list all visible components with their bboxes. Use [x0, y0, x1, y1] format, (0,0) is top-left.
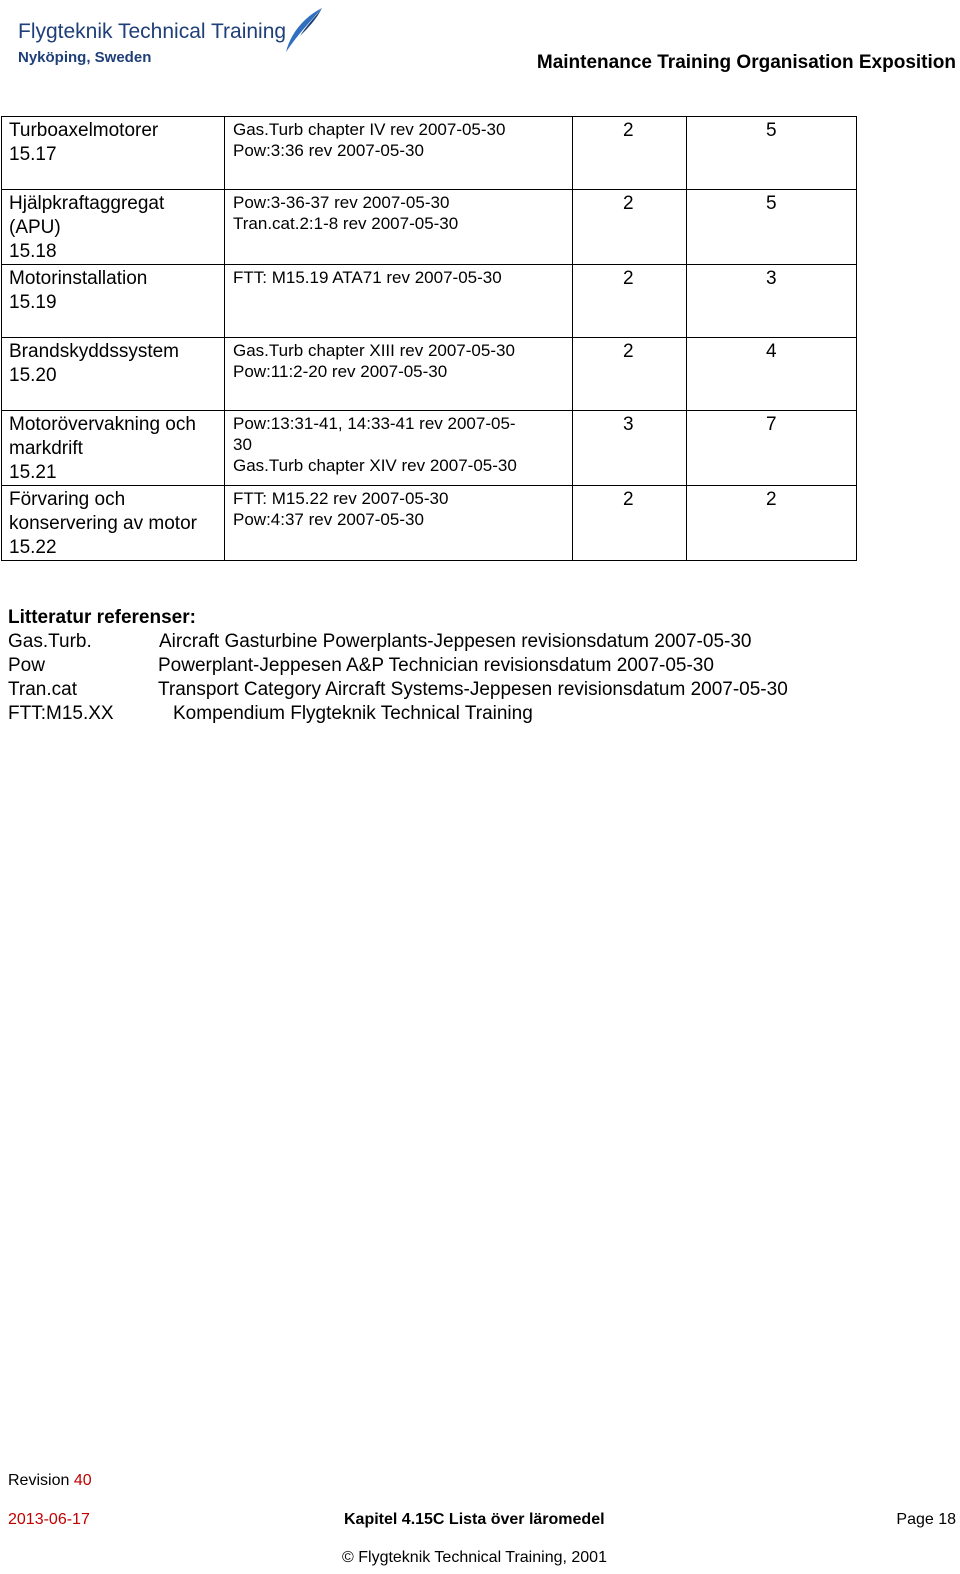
level-cell [573, 411, 687, 486]
module-cell [2, 117, 225, 190]
hours-value: 2 [766, 489, 777, 510]
literature-description: Powerplant-Jeppesen A&P Technician revisionsdatum 2007-05-30 [158, 655, 714, 676]
revision-info [8, 1472, 92, 1490]
reference-cell [225, 486, 573, 561]
literature-abbreviation: Gas.Turb. [8, 631, 92, 652]
module-cell [2, 411, 225, 486]
reference-line: Pow:3:36 rev 2007-05-30 [233, 141, 424, 160]
module-line: 15.20 [9, 365, 57, 386]
page-number: Page 18 [896, 1511, 956, 1528]
reference-line: Pow:11:2-20 rev 2007-05-30 [233, 362, 448, 381]
module-line: Turboaxelmotorer [9, 120, 159, 141]
module-cell [2, 190, 225, 265]
reference-line: Pow:13:31-41, 14:33-41 rev 2007-05- [233, 414, 516, 433]
reference-line: Pow:4:37 rev 2007-05-30 [233, 510, 424, 529]
hours-value: 5 [766, 120, 777, 141]
literature-item [8, 702, 533, 726]
table-row [2, 117, 857, 190]
module-cell [2, 486, 225, 561]
literature-abbreviation: FTT:M15.XX [8, 703, 114, 724]
level-cell [573, 190, 687, 265]
module-line: Hjälpkraftaggregat [9, 193, 165, 214]
level-cell [573, 486, 687, 561]
logo-name: Flygteknik Technical Training [18, 20, 287, 43]
footer-date: 2013-06-17 [8, 1511, 90, 1528]
reference-list [225, 411, 572, 476]
literature-item [8, 630, 752, 654]
hours-value: 7 [766, 414, 777, 435]
level-value: 3 [623, 414, 634, 435]
module-name [2, 486, 224, 560]
module-line: 15.19 [9, 292, 57, 313]
level-value: 2 [623, 489, 634, 510]
reference-cell [225, 411, 573, 486]
literature-description: Transport Category Aircraft Systems-Jeppesen revisionsdatum 2007-05-30 [158, 679, 788, 700]
reference-cell [225, 190, 573, 265]
module-name [2, 265, 224, 315]
literature-abbreviation: Pow [8, 655, 45, 676]
level-value: 2 [623, 268, 634, 289]
reference-line: Gas.Turb chapter XIII rev 2007-05-30 [233, 341, 515, 360]
logo-location: Nyköping, Sweden [18, 49, 152, 66]
document-title: Maintenance Training Organisation Exposition [536, 52, 956, 73]
reference-list [225, 190, 572, 234]
literature-item [8, 654, 714, 678]
module-line: konservering av motor [9, 513, 197, 534]
reference-line: Tran.cat.2:1-8 rev 2007-05-30 [233, 214, 459, 233]
literature-abbreviation: Tran.cat [8, 679, 77, 700]
module-line: Förvaring och [9, 489, 126, 510]
literature-description: Kompendium Flygteknik Technical Training [173, 703, 533, 724]
module-cell [2, 265, 225, 338]
module-line: markdrift [9, 438, 83, 459]
module-table [1, 116, 857, 561]
module-line: (APU) [9, 217, 61, 238]
literature-heading: Litteratur referenser: [8, 607, 196, 628]
reference-line: Pow:3-36-37 rev 2007-05-30 [233, 193, 450, 212]
table-row [2, 338, 857, 411]
hours-cell [687, 486, 857, 561]
module-line: 15.18 [9, 241, 57, 262]
level-cell [573, 265, 687, 338]
literature-description: Aircraft Gasturbine Powerplants-Jeppesen revisionsdatum 2007-05-30 [159, 631, 752, 652]
level-value: 2 [623, 193, 634, 214]
hours-cell [687, 190, 857, 265]
module-cell [2, 338, 225, 411]
hours-cell [687, 338, 857, 411]
module-line: 15.21 [9, 462, 57, 483]
company-logo [14, 6, 314, 68]
literature-section [8, 606, 788, 726]
module-line: Motorinstallation [9, 268, 148, 289]
hours-cell [687, 265, 857, 338]
module-line: Motorövervakning och [9, 414, 196, 435]
level-value: 2 [623, 341, 634, 362]
module-name [2, 411, 224, 485]
reference-line: Gas.Turb chapter IV rev 2007-05-30 [233, 120, 506, 139]
reference-line: 30 [233, 435, 252, 454]
footer-chapter: Kapitel 4.15C Lista över läromedel [344, 1511, 605, 1528]
swoosh-icon [276, 6, 326, 56]
table-row [2, 486, 857, 561]
module-name [2, 117, 224, 167]
copyright: © Flygteknik Technical Training, 2001 [342, 1549, 607, 1566]
reference-cell [225, 338, 573, 411]
reference-list [225, 265, 572, 288]
hours-value: 5 [766, 193, 777, 214]
level-value: 2 [623, 120, 634, 141]
module-name [2, 338, 224, 388]
reference-line: FTT: M15.19 ATA71 rev 2007-05-30 [233, 268, 502, 287]
hours-cell [687, 117, 857, 190]
module-line: 15.17 [9, 144, 57, 165]
table-row [2, 411, 857, 486]
reference-line: Gas.Turb chapter XIV rev 2007-05-30 [233, 456, 517, 475]
table-row [2, 265, 857, 338]
literature-item [8, 678, 788, 702]
hours-value: 3 [766, 268, 777, 289]
reference-line: FTT: M15.22 rev 2007-05-30 [233, 489, 449, 508]
level-cell [573, 117, 687, 190]
module-name [2, 190, 224, 264]
revision-number: 40 [73, 1472, 92, 1489]
reference-cell [225, 117, 573, 190]
revision-label: Revision [8, 1472, 74, 1489]
reference-list [225, 117, 572, 161]
reference-list [225, 338, 572, 382]
hours-value: 4 [766, 341, 777, 362]
reference-list [225, 486, 572, 530]
level-cell [573, 338, 687, 411]
table-row [2, 190, 857, 265]
reference-cell [225, 265, 573, 338]
module-line: Brandskyddssystem [9, 341, 180, 362]
module-line: 15.22 [9, 537, 57, 558]
hours-cell [687, 411, 857, 486]
